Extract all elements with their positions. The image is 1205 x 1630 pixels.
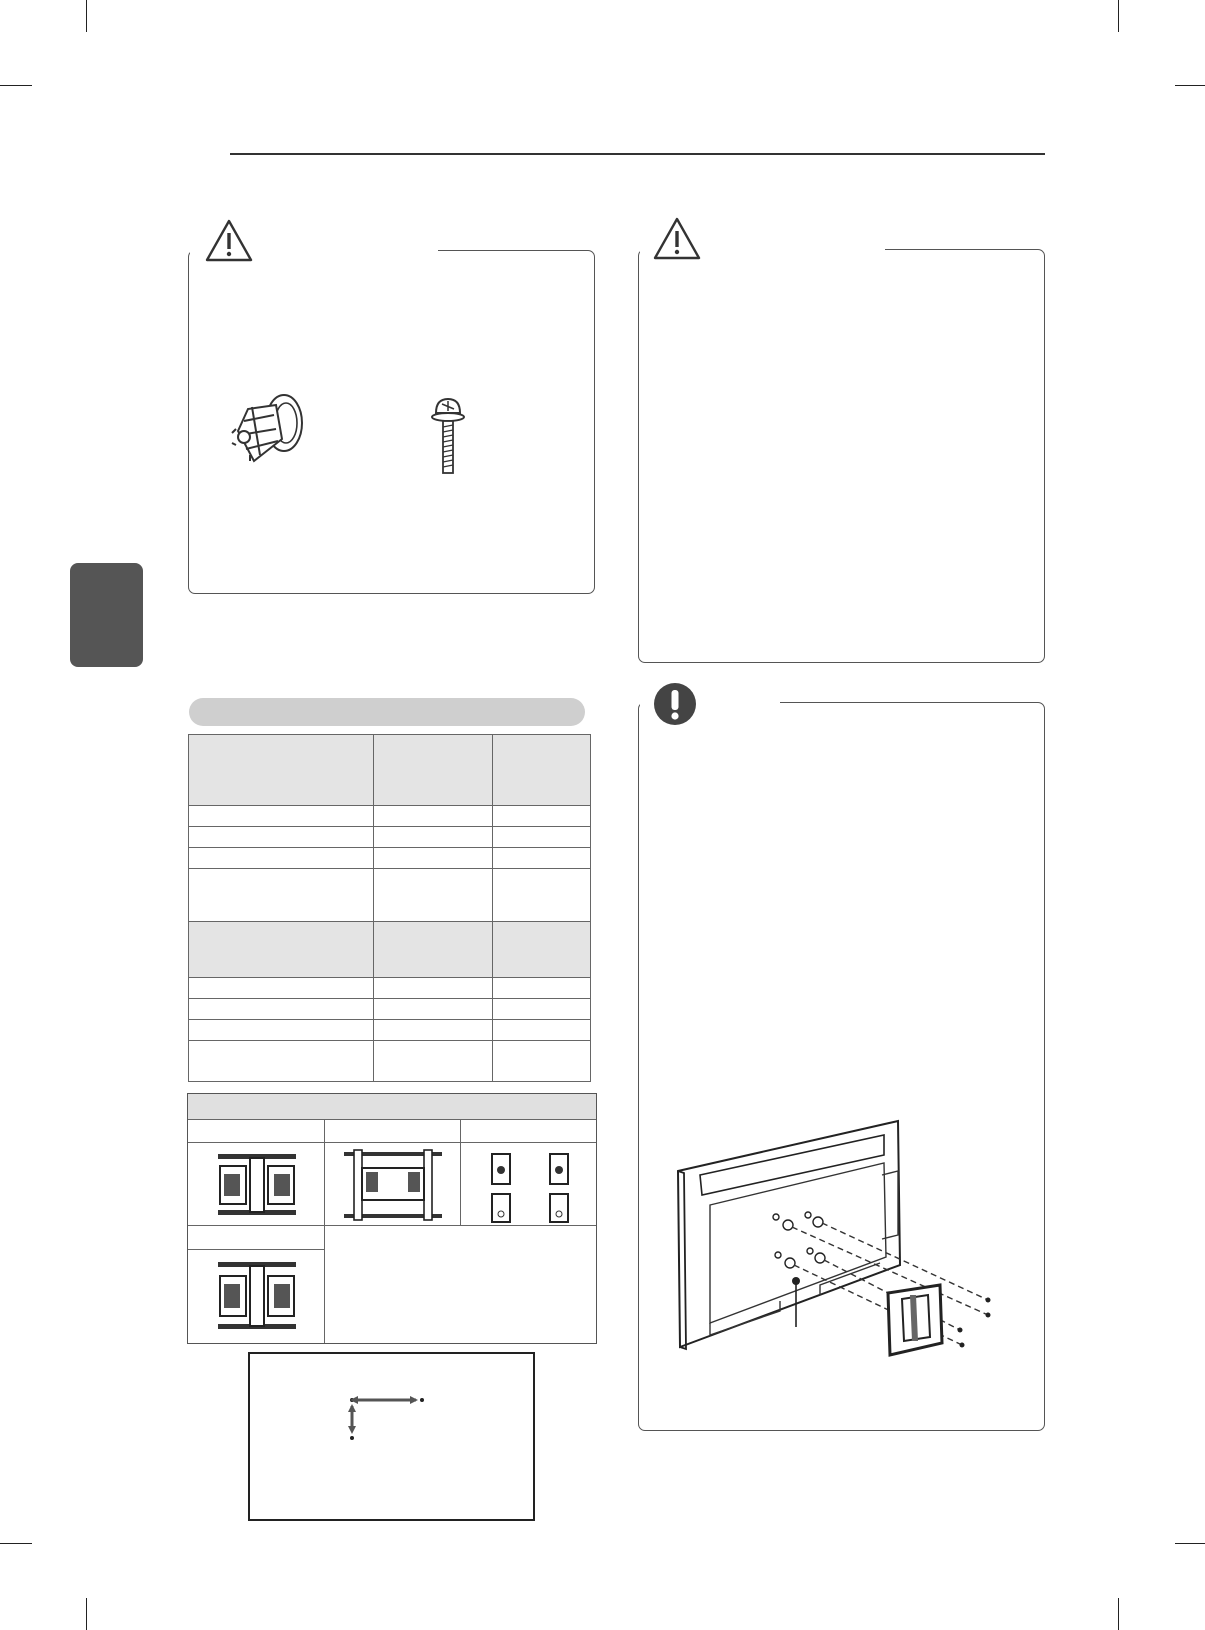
table-row	[189, 978, 591, 999]
table-row	[189, 806, 591, 827]
mount-table	[187, 1093, 597, 1344]
mount-cell	[325, 1119, 461, 1143]
crop-mark	[86, 0, 87, 32]
vesa-diagram	[248, 1352, 535, 1521]
spacer-icon	[226, 393, 316, 468]
spec-section-header	[189, 698, 585, 726]
vesa-arrows-icon	[340, 1396, 430, 1446]
wall-bracket-icon	[214, 1256, 300, 1336]
crop-mark	[1175, 1543, 1205, 1544]
crop-mark	[1118, 0, 1119, 32]
warning-triangle-icon	[204, 218, 254, 264]
mount-cell	[461, 1119, 596, 1143]
crop-mark	[0, 85, 32, 86]
mount-cell	[188, 1226, 325, 1250]
section-tab	[70, 563, 143, 667]
table-row	[189, 827, 591, 848]
header-rule	[230, 153, 1045, 155]
table-row	[189, 999, 591, 1020]
wall-bracket-icon	[488, 1148, 578, 1224]
screw-icon	[428, 397, 468, 479]
exclamation-circle-icon	[652, 681, 698, 727]
mount-table-header	[188, 1094, 596, 1120]
wall-bracket-icon	[340, 1148, 446, 1222]
wall-bracket-icon	[214, 1148, 300, 1222]
tv-wall-mount-illustration	[670, 1115, 1010, 1375]
crop-mark	[1175, 85, 1205, 86]
crop-mark	[0, 1543, 32, 1544]
table-row	[189, 1020, 591, 1041]
caution-box-right	[638, 249, 1045, 663]
crop-mark	[86, 1598, 87, 1630]
warning-triangle-icon	[652, 216, 702, 262]
table-row	[189, 735, 591, 806]
table-row	[189, 869, 591, 922]
mount-cell	[188, 1119, 325, 1143]
table-row	[189, 1041, 591, 1082]
table-row	[189, 922, 591, 978]
spec-table	[188, 734, 591, 1082]
crop-mark	[1118, 1598, 1119, 1630]
table-row	[189, 848, 591, 869]
